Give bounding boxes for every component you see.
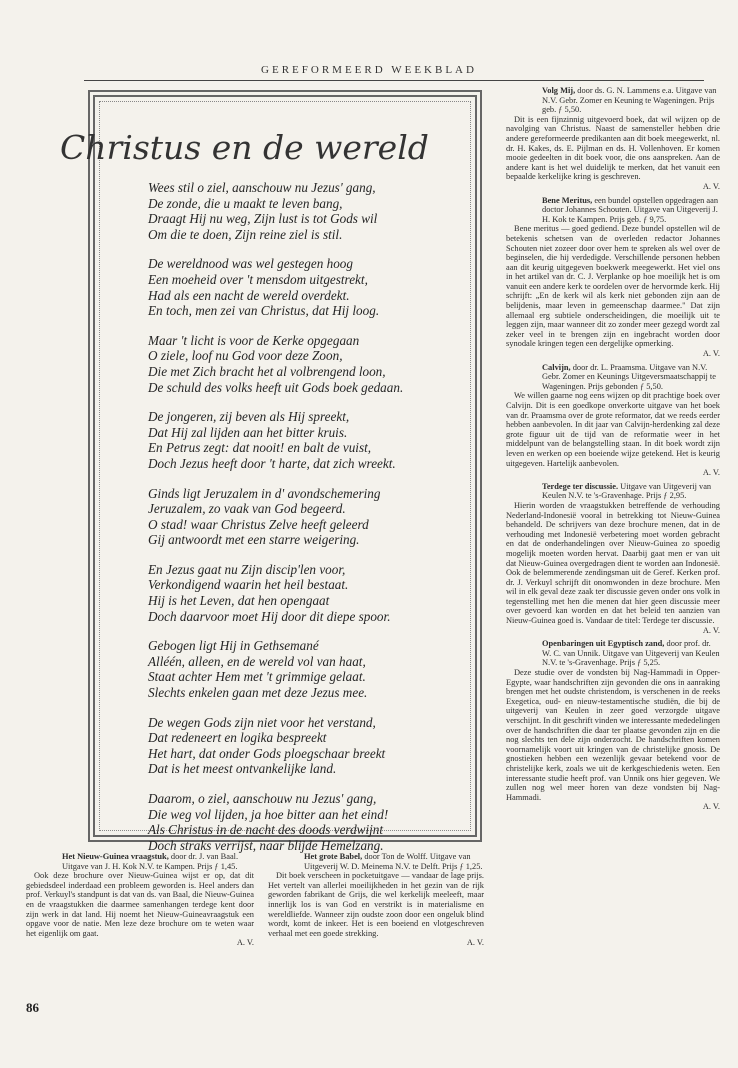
poem-line: Wees stil o ziel, aanschouw nu Jezus' gang, (148, 180, 376, 195)
review-heading (506, 482, 720, 501)
review-title: Bene Meritus, (542, 195, 593, 205)
poem-line: Draagt Hij nu weg, Zijn lust is tot Gods wil (148, 211, 378, 227)
review-initials: A. V. (702, 625, 720, 635)
poem-stanza (148, 180, 468, 242)
poem-line: Die weg vol lijden, ja hoe bitter aan het eind! (148, 806, 389, 822)
review-entry (506, 482, 720, 636)
poem-line: Als Christus in de nacht des doods verdwijnt (148, 822, 384, 838)
review-text: Bene meritus — goed gediend. Deze bundel opstellen wil de betekenis schetsen van de overleden redactor Johannes Schouten niet zozeer door over hem te spreken als wel over de beginselen, die hij verdedigde. Verschillende personen hebben aan dit keurig uitgegeven boekwerk meegewerkt. Het viel ons in het artikel van dr. C. J. Verplanke op hoe moeilijk het is om vanuit een andere kerk te oordelen over de hervormde kerk. Hij schrijft: „En de kerk wil als kerk niet gebonden zijn aan de belijdenis, maar leven in gemeenschap daarmee." Dat zijn allemaal erg subtiele onderscheidingen, die moeilijk uit te leggen zijn, maar wanneer dit zo zonder meer gezegd wordt zal zeker veel in te brengen zijn en ingebracht worden door synodale kringen tegen een dergelijke opmerking. (506, 224, 720, 349)
review-entry (506, 363, 720, 478)
poem-title: Christus en de wereld (60, 128, 429, 167)
poem-stanza (148, 638, 468, 700)
poem-stanza (148, 715, 468, 777)
review-initials: A. V. (466, 938, 484, 948)
review-grote-babel (268, 852, 484, 952)
review-title: Het Nieuw-Guinea vraagstuk, (62, 852, 169, 861)
review-text: We willen gaarne nog eens wijzen op dit prachtige boek over Calvijn. Dit is een goedkope onverkorte uitgave van het boek van dr. Praamsma over de grote reformator, dat we reeds eerder hebben aanbevolen. In dit jaar van Calvijn-herdenking zal deze grote figuur uit de tijd van de reformatie weer in het middelpunt van de belangstelling staan. In dit boek wordt zijn leven en werken op een boeiende wijze getekend. Het is keurig uitgegeven. Hartelijk aanbevolen. (506, 391, 720, 468)
poem-line: Daarom, o ziel, aanschouw nu Jezus' gang, (148, 791, 377, 806)
review-publication-details: door prof. dr. W. C. van Unnik. Uitgave van Uitgeverij van Keulen N.V. te 's-Gravenhage. Prijs ƒ 5,25. (542, 639, 720, 668)
poem-line: Gebogen ligt Hij in Gethsemané (148, 638, 319, 654)
book-reviews-column (506, 86, 720, 816)
review-initials: A. V. (702, 468, 720, 478)
poem-line: Een moeheid over 't mensdom uitgestrekt, (148, 271, 368, 287)
header-rule (84, 80, 704, 81)
review-text: Hierin worden de vraagstukken betreffende de verhouding Nederland-Indonesië vooral in betrekking tot Nieuw-Guinea behandeld. De schrijvers van deze brochure menen, dat in de verhouding met Indonesië verbetering moet worden gebracht en dat de onderhandelingen over Nieuw-Guinea zo spoedig mogelijk moeten worden hervat. Daarbij gaat men er van uit dat Nieuw-Guinea overgedragen dient te worden aan Indonesië. Ook de belemmerende zendingsman uit de Geref. Kerken prof. dr. J. Verkuyl schrijft dit onomwonden in deze brochure. Men wil in elk geval deze zaak ter discussie geven onder ons volk in tegenstelling met hen die menen dat hier geen discussie meer over gevoerd kan worden en dat het beleid ten aanzien van Nieuw-Guinea goed is. Vandaar de titel: Terdege ter discussie. (506, 500, 720, 626)
poem-line: Doch straks verrijst, naar blijde Hemelzang. (148, 837, 384, 853)
poem-line: Doch daarvoor moet Hij door dit diepe spoor. (148, 608, 391, 624)
poem-line: De schuld des volks heeft uit Gods boek gedaan. (148, 379, 404, 395)
poem-line: De wegen Gods zijn niet voor het verstand, (148, 714, 376, 730)
review-heading (26, 852, 254, 871)
page-number: 86 (26, 1000, 39, 1015)
review-publication-details: door dr. J. van Baal. Uitgave van J. H. Kok N.V. te Kampen. Prijs ƒ 1,45. (62, 852, 239, 871)
poem-line: Staat achter Hem met 't grimmige gelaat. (148, 669, 366, 685)
poem-stanza (148, 486, 468, 548)
review-heading (268, 852, 484, 871)
poem-line: De wereldnood was wel gestegen hoog (148, 256, 353, 272)
review-title: Calvijn, (542, 362, 571, 372)
poem-line: Gij antwoordt met een starre weigering. (148, 532, 360, 548)
poem-line: Alléén, alleen, en de wereld vol van haat, (148, 653, 366, 669)
review-initials: A. V. (702, 802, 720, 812)
poem-line: Doch Jezus heeft door 't harte, dat zich wreekt. (148, 455, 396, 471)
review-text: Deze studie over de vondsten bij Nag-Hammadi in Opper-Egypte, waar handschriften zijn gevonden die ons in aanraking brengen met het oudste christendom, is verschenen in de reeks Exegetica, oud- en nieuw-testamentische studiën, die bij de uitgeverij van Keulen in zeer goed verzorgde uitgave verschijnt. In dit geschrift vinden we interessante mededelingen over de handschriften die daar ter plaatse gevonden zijn en die nog slechts ten dele zijn onderzocht. De handschriften komen voornamelijk voort uit kringen van de christelijke gnosis. De gnostieken hebben een wezenlijk gevaar betekend voor de christelijke kerk, zoals we uit de kerkgeschiedenis weten. Een interessante studie heeft prof. van Unnik ons hier gegeven. We zullen nog wel meer horen van deze vondsten bij Nag-Hammadi. (506, 668, 720, 802)
poem-line: Jeruzalem, zo vaak van God begeerd. (148, 501, 346, 517)
review-publication-details: door dr. L. Praamsma. Uitgave van N.V. Gebr. Zomer en Keunings Uitgeversmaatschappij te Wageningen. Prijs gebonden ƒ 5,50. (542, 362, 716, 391)
review-text: Dit is een fijnzinnig uitgevoerd boek, dat wil wijzen op de navolging van Christus. Naast de samensteller hebben drie andere gereformeerde predikanten aan dit boek meegewerkt, nl. dr. H. Kakes, ds. E. Pijlman en ds. H. Vollenhoven. Er komen mooie gedeelten in dit boek voor, die ons aanspreken. Aan de andere kant is het wel duidelijk te merken, dat het vanuit een bepaalde kerkelijke kring is geschreven. (506, 114, 720, 182)
poem-line: De zonde, die u maakt te leven bang, (148, 195, 343, 211)
review-publication-details: door ds. G. N. Lammens e.a. Uitgave van N.V. Gebr. Zomer en Keuning te Wageningen. Prijs geb. ƒ 5,50. (542, 86, 717, 115)
poem-stanza (148, 791, 468, 853)
poem-body (148, 180, 468, 867)
review-publication-details: Uitgave van Uitgeverij van Keulen N.V. te 's-Gravenhage. Prijs ƒ 2,95. (542, 481, 712, 501)
running-title: GEREFORMEERD WEEKBLAD (261, 64, 477, 76)
review-nieuw-guinea (26, 852, 254, 952)
poem-stanza (148, 409, 468, 471)
poem-line: De jongeren, zij beven als Hij spreekt, (148, 409, 350, 425)
poem-line: Het hart, dat onder Gods ploegschaar breekt (148, 745, 386, 761)
review-title: Terdege ter discussie. (542, 481, 619, 491)
review-initials: A. V. (702, 181, 720, 191)
review-entry (506, 86, 720, 192)
review-text: Dit boek verscheen in pocketuitgave — vandaar de lage prijs. Het vertelt van allerlei moeilijkheden in het gezin van de rijk geworden fabrikant de Grijs, die wel kerkelijk meeleeft, maar innerlijk los is van God en verstrikt is in materialisme en wereldliefde. Wanneer zijn oudste zoon door een ongeluk blind wordt, komt de inkeer. Het is een boeiend en vlotgeschreven verhaal met een goede strekking. (268, 871, 484, 938)
review-heading (506, 639, 720, 668)
poem-line: En toch, men zei van Christus, dat Hij loog. (148, 303, 380, 319)
poem-line: Slechts enkelen gaan met deze Jezus mee. (148, 685, 368, 701)
poem-line: Dat redeneert en logika bespreekt (148, 730, 327, 746)
poem-line: Ginds ligt Jeruzalem in d' avondschemering (148, 485, 381, 501)
poem-line: Had als een nacht de wereld overdekt. (148, 287, 350, 303)
poem-line: Die met Zich bracht het al volbrengend loon, (148, 363, 386, 379)
review-title: Het grote Babel, (304, 852, 363, 861)
review-heading (506, 196, 720, 225)
poem-line: Dat Hij zal lijden aan het bitter kruis. (148, 424, 348, 440)
poem-line: O ziele, loof nu God voor deze Zoon, (148, 348, 343, 364)
poem-line: En Petrus zegt: dat nooit! en balt de vuist, (148, 440, 372, 456)
poem-line: Dat is het meest ontvankelijke land. (148, 761, 337, 777)
poem-line: Hij is het Leven, dat hen opengaat (148, 593, 330, 609)
poem-line: En Jezus gaat nu Zijn discip'len voor, (148, 561, 346, 577)
review-entry (506, 196, 720, 359)
poem-line: Maar 't licht is voor de Kerke opgegaan (148, 332, 360, 348)
review-title: Volg Mij, (542, 86, 576, 95)
review-initials: A. V. (702, 349, 720, 359)
poem-line: O stad! waar Christus Zelve heeft geleerd (148, 516, 369, 532)
poem-stanza (148, 562, 468, 624)
poem-stanza (148, 256, 468, 318)
review-entry (506, 639, 720, 812)
review-text: Ook deze brochure over Nieuw-Guinea wijst er op, dat dit gebiedsdeel inderdaad een probleem geworden is. Heel anders dan prof. Verkuyl's standpunt is dat van ds. van Baal, die Nieuw-Guinea en de vraagstukken die daarmee samenhangen terdege kent door zijn werk in dat land. Hij noemt het Nieuw-Guineavraagstuk een opgave voor de natie. Men leze deze brochure om te weten waar het eigenlijk om gaat. (26, 871, 254, 938)
review-publication-details: door Ton de Wolff. Uitgave van Uitgeverij W. D. Meinema N.V. te Delft. Prijs ƒ 1,25. (304, 852, 483, 871)
review-publication-details: een bundel opstellen opgedragen aan doctor Johannes Schouten. Uitgave van Uitgeverij J. H. Kok te Kampen. Prijs geb. ƒ 9,75. (542, 195, 719, 224)
review-initials: A. V. (236, 938, 254, 948)
review-heading (506, 363, 720, 392)
poem-line: Verkondigend waarin het heil bestaat. (148, 577, 349, 593)
poem-stanza (148, 333, 468, 395)
poem-line: Om die te doen, Zijn reine ziel is stil. (148, 226, 343, 242)
review-title: Openbaringen uit Egyptisch zand, (542, 639, 665, 649)
review-heading (506, 86, 720, 115)
